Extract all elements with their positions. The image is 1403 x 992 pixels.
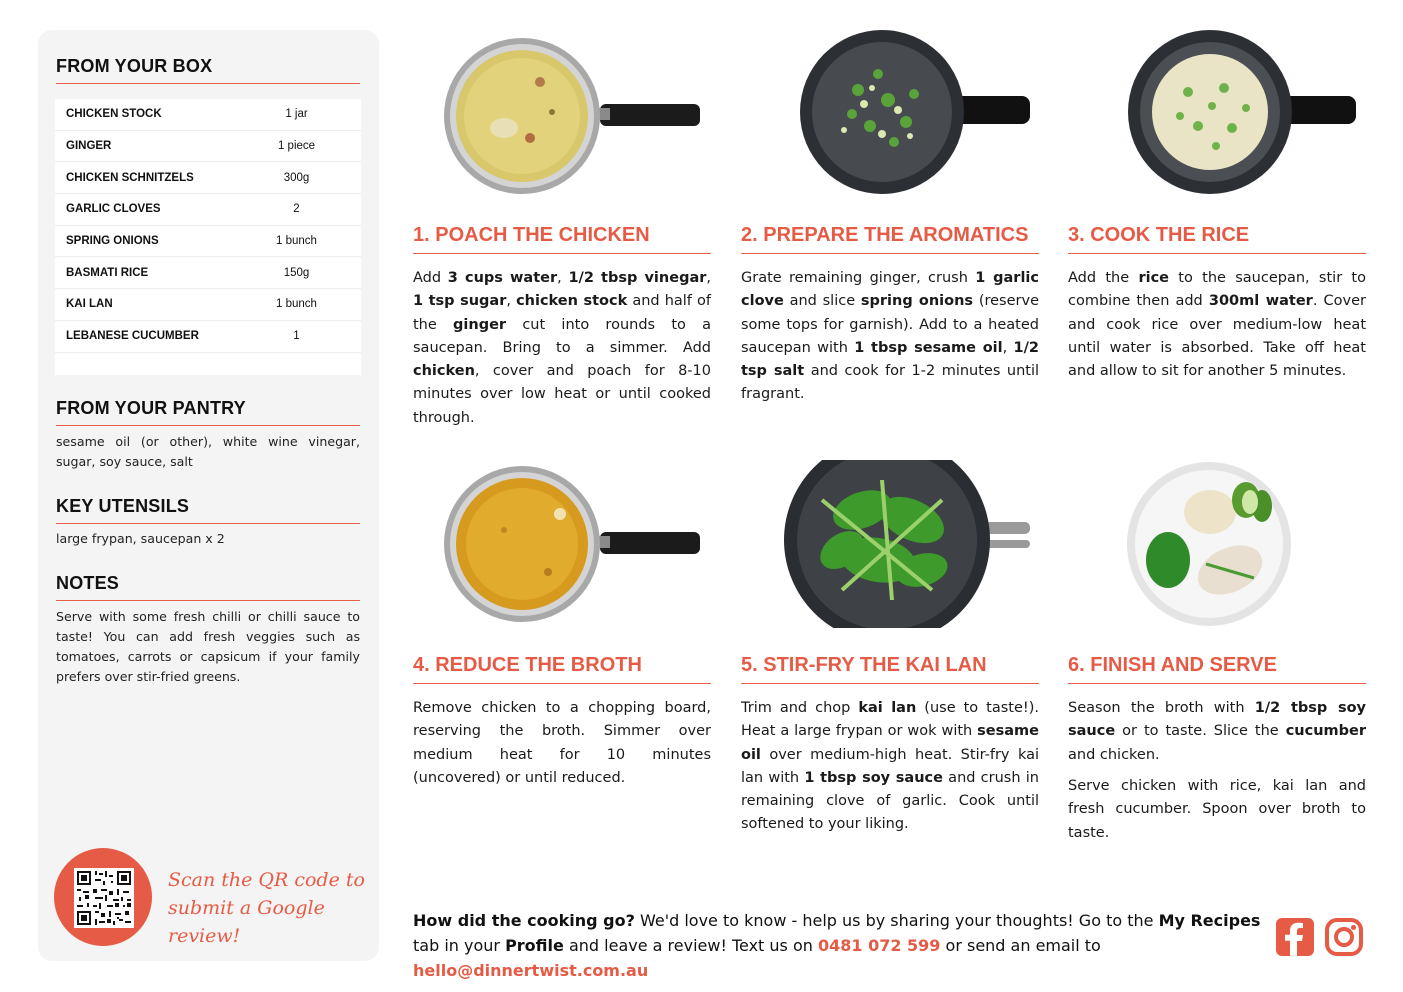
table-row — [55, 289, 361, 321]
text-run: , — [557, 270, 569, 286]
ingredient-name: KAI LAN — [66, 298, 113, 311]
bold-text: sesame oil — [741, 723, 1039, 763]
ingredients-table — [55, 99, 361, 375]
contact-link[interactable]: 0481 072 599 — [817, 936, 941, 955]
text-run: (use to taste!). Heat a large frypan or wok with — [741, 700, 1039, 740]
text-run: and slice — [783, 293, 861, 310]
text-run: . Cover and cook rice over medium-low heat until water is absorbed. Take off heat and allow to sit for another 5 minutes. — [1068, 293, 1366, 380]
ingredient-qty: 1 jar — [285, 108, 308, 121]
text-run: Season the broth with — [1068, 700, 1255, 716]
step-3-text — [1068, 267, 1366, 383]
text-run: to the saucepan, stir to combine then add — [1068, 270, 1366, 310]
text-run: Add the — [1068, 270, 1139, 286]
bold-text: cucumber — [1285, 723, 1366, 740]
ingredient-qty: 1 bunch — [276, 235, 317, 248]
ingredient-name: GINGER — [66, 140, 112, 153]
bold-text: 1 tsp sugar — [413, 293, 507, 310]
finish-serve-photo — [1126, 460, 1292, 628]
ingredient-name: GARLIC CLOVES — [66, 203, 161, 216]
step-6-text-2 — [1068, 775, 1366, 845]
text-run: and leave a review! Text us on — [563, 936, 818, 955]
text-run: Grate remaining ginger, crush — [741, 270, 976, 286]
qr-code-icon[interactable] — [74, 868, 134, 928]
text-run: Remove chicken to a chopping board, reserving the broth. Simmer over medium heat for 10 minutes (uncovered) or until reduced. — [413, 700, 711, 786]
table-row — [55, 321, 361, 353]
notes-text: Serve with some fresh chilli or chilli sauce to taste! You can add fresh veggies such as tomatoes, carrots or capsicum if your family prefers over stir-fried greens. — [56, 609, 360, 684]
instagram-icon[interactable] — [1325, 918, 1363, 956]
poach-chicken-photo — [440, 32, 704, 200]
bold-text: 1 tbsp soy sauce — [804, 769, 943, 786]
ingredient-qty: 1 bunch — [276, 298, 317, 311]
bold-text: ginger — [453, 316, 507, 333]
ingredient-qty: 2 — [293, 203, 300, 216]
step-4-text — [413, 697, 711, 790]
text-run: tab in your — [413, 936, 506, 955]
text-run: , — [1002, 339, 1014, 356]
box-title: FROM YOUR BOX — [56, 56, 360, 84]
table-row — [55, 99, 361, 131]
bold-text: 1/2 tbsp vinegar — [568, 270, 707, 286]
text-run: and chicken. — [1068, 746, 1160, 763]
ingredient-qty: 300g — [283, 171, 310, 184]
bold-text: rice — [1138, 270, 1170, 286]
stir-fry-kai-lan-photo — [782, 460, 1032, 628]
pantry-text: sesame oil (or other), white wine vinegar, sugar, soy sauce, salt — [56, 434, 360, 469]
contact-link[interactable]: hello@dinnertwist.com.au — [413, 961, 649, 980]
text-run: or send an email to — [940, 936, 1101, 955]
step-1-title: 1. POACH THE CHICKEN — [413, 224, 711, 254]
bold-text: My Recipes — [1158, 911, 1261, 930]
aromatics-photo — [798, 30, 1032, 198]
text-run: , — [506, 293, 517, 310]
bold-text: 1 garlic clove — [741, 270, 1039, 310]
bold-text: Profile — [505, 936, 564, 955]
bold-text: How did the cooking go? — [413, 911, 635, 930]
bold-text: chicken stock — [516, 293, 628, 310]
table-row — [55, 257, 361, 289]
qr-caption-line: Scan the QR code to — [168, 869, 365, 891]
bold-text: 3 cups water — [447, 270, 558, 286]
bold-text: 300ml water — [1208, 293, 1313, 310]
table-row — [55, 226, 361, 258]
bold-text: chicken — [413, 363, 475, 380]
ingredient-name: CHICKEN SCHNITZELS — [66, 171, 194, 184]
step-6-text — [1068, 697, 1366, 767]
table-row — [55, 194, 361, 226]
text-run: cut into rounds to a saucepan. Bring to a simmer. Add — [413, 316, 712, 356]
qr-caption-line: submit a Google review! — [168, 897, 325, 947]
cook-rice-photo — [1128, 30, 1358, 198]
step-1-text — [413, 267, 711, 430]
facebook-icon[interactable] — [1276, 918, 1314, 956]
review-footer — [413, 908, 1263, 983]
reduce-broth-photo — [440, 460, 704, 628]
table-row — [55, 162, 361, 194]
text-run: Trim and chop — [741, 700, 859, 716]
qr-badge — [54, 848, 152, 946]
step-3-title: 3. COOK THE RICE — [1068, 224, 1366, 254]
bold-text: kai lan — [858, 700, 917, 716]
ingredient-qty: 150g — [283, 266, 310, 279]
ingredient-qty: 1 piece — [277, 140, 316, 153]
text-run: , cover and poach for 8-10 minutes over low heat or until cooked through. — [413, 363, 711, 426]
text-run: (reserve some tops for garnish). Add to a heated saucepan with — [741, 293, 1039, 356]
sidebar — [38, 30, 379, 961]
qr-caption — [168, 866, 368, 950]
ingredient-qty: 1 — [293, 330, 300, 343]
bold-text: 1/2 tbsp soy sauce — [1068, 700, 1366, 740]
bold-text: 1 tbsp sesame oil — [854, 339, 1003, 356]
text-run: Add — [413, 270, 448, 286]
step-6-title: 6. FINISH AND SERVE — [1068, 654, 1366, 684]
table-row — [55, 131, 361, 163]
text-run: or to taste. Slice the — [1115, 723, 1286, 740]
utensils-title: KEY UTENSILS — [56, 496, 360, 524]
step-2-title: 2. PREPARE THE AROMATICS — [741, 224, 1039, 254]
notes-title: NOTES — [56, 573, 360, 601]
text-run: over medium-high heat. Stir-fry kai lan with — [741, 746, 1039, 786]
text-run: and cook for 1-2 minutes until fragrant. — [741, 363, 1040, 403]
bold-text: 1/2 tsp salt — [741, 339, 1039, 380]
text-run: Serve chicken with rice, kai lan and fresh cucumber. Spoon over broth to taste. — [1068, 778, 1366, 841]
step-5-title: 5. STIR-FRY THE KAI LAN — [741, 654, 1039, 684]
step-2-text — [741, 267, 1039, 407]
ingredient-name: CHICKEN STOCK — [66, 108, 162, 121]
text-run: and half of the — [413, 293, 711, 333]
step-4-title: 4. REDUCE THE BROTH — [413, 654, 711, 684]
utensils-text: large frypan, saucepan x 2 — [56, 531, 225, 546]
bold-text: spring onions — [860, 293, 974, 310]
text-run: We'd love to know - help us by sharing your thoughts! Go to the — [634, 911, 1159, 930]
ingredient-name: BASMATI RICE — [66, 266, 149, 279]
ingredient-name: SPRING ONIONS — [66, 235, 159, 248]
ingredient-name: LEBANESE CUCUMBER — [66, 330, 199, 343]
pantry-title: FROM YOUR PANTRY — [56, 398, 360, 426]
text-run: and crush in remaining clove of garlic. Cook until softened to your liking. — [741, 769, 1039, 833]
step-5-text — [741, 697, 1039, 837]
text-run: , — [706, 270, 711, 286]
